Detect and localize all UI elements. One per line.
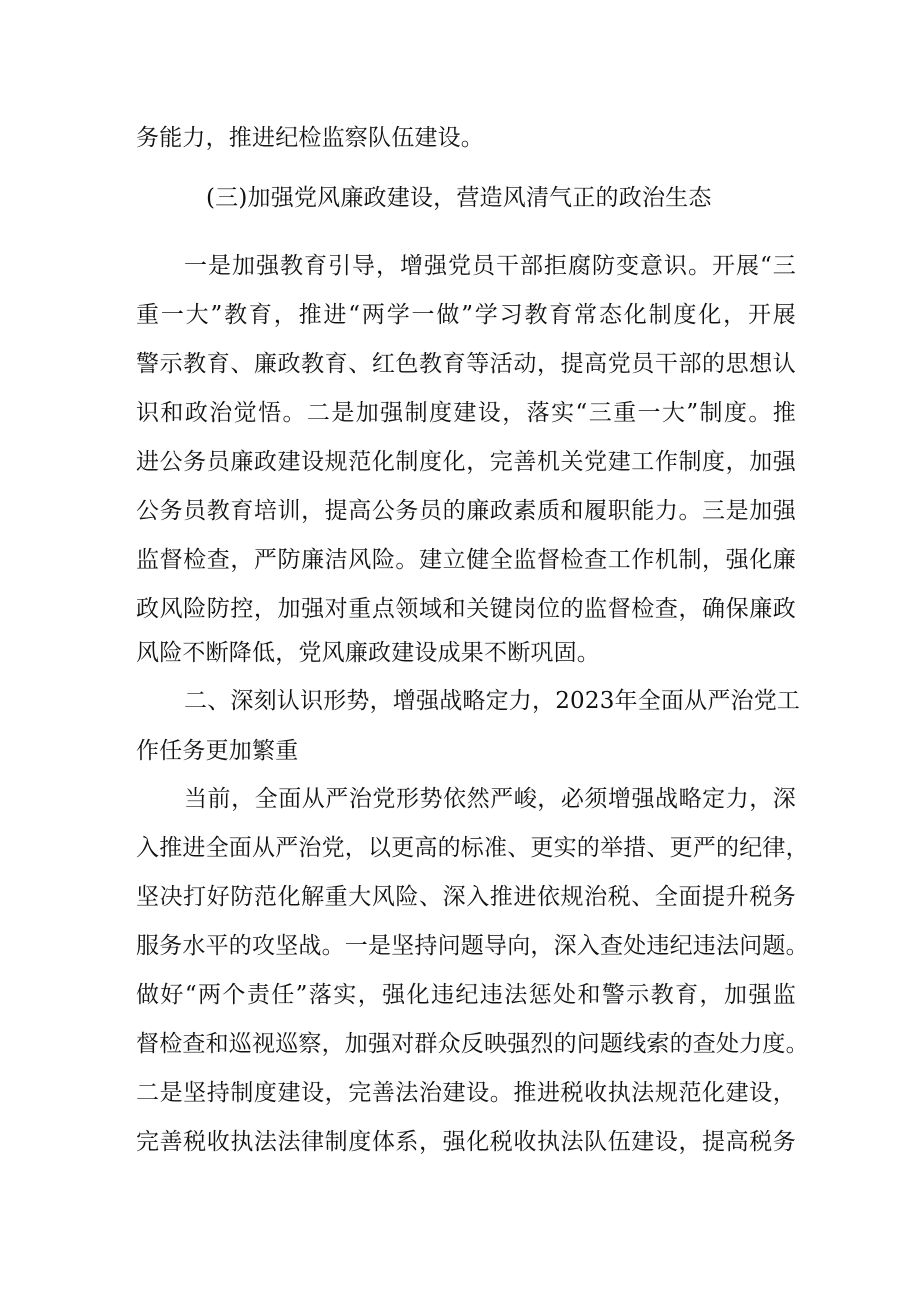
text-line: 进公务员廉政建设规范化制度化，完善机关党建工作制度，加强 [136, 449, 796, 475]
text-line: 入推进全面从严治党，以更高的标准、更实的举措、更严的纪律， [136, 835, 809, 861]
text-line: 识和政治觉悟。二是加强制度建设，落实“三重一大”制度。推 [136, 400, 796, 426]
text-line: 重一大”教育，推进“两学一做”学习教育常态化制度化，开展 [136, 302, 796, 328]
text-line: 二是坚持制度建设，完善法治建设。推进税收执法规范化建设， [136, 1080, 796, 1106]
section-title-line: 作任务更加繁重 [136, 738, 299, 764]
text-line: 督检查和巡视巡察，加强对群众反映强烈的问题线索的查处力度。 [136, 1031, 809, 1057]
paragraph-last-line: 风险不断降低，党风廉政建设成果不断巩固。 [136, 640, 600, 666]
text-line: 完善税收执法法律制度体系，强化税收执法队伍建设，提高税务 [136, 1129, 796, 1155]
text-line: 政风险防控，加强对重点领域和关键岗位的监督检查，确保廉政 [136, 596, 796, 622]
text-line: 公务员教育培训，提高公务员的廉政素质和履职能力。三是加强 [136, 498, 796, 524]
section-title-line: 二、深刻认识形势，增强战略定力，2023年全面从严治党工 [184, 688, 801, 714]
text-line: 监督检查，严防廉洁风险。建立健全监督检查工作机制，强化廉 [136, 547, 796, 573]
text-line: 做好“两个责任”落实，强化违纪违法惩处和警示教育，加强监 [136, 982, 796, 1008]
paragraph-first-line: 一是加强教育引导，增强党员干部拒腐防变意识。开展“三 [184, 253, 796, 279]
text-line: 警示教育、廉政教育、红色教育等活动，提高党员干部的思想认 [136, 351, 796, 377]
paragraph-first-line: 当前，全面从严治党形势依然严峻，必须增强战略定力，深 [184, 786, 796, 812]
text-line: 坚决打好防范化解重大风险、深入推进依规治税、全面提升税务 [136, 884, 796, 910]
section-heading: (三)加强党风廉政建设，营造风清气正的政治生态 [206, 185, 712, 211]
text-line: 服务水平的攻坚战。一是坚持问题导向，深入查处违纪违法问题。 [136, 933, 809, 959]
text-line: 务能力，推进纪检监察队伍建设。 [136, 125, 484, 151]
